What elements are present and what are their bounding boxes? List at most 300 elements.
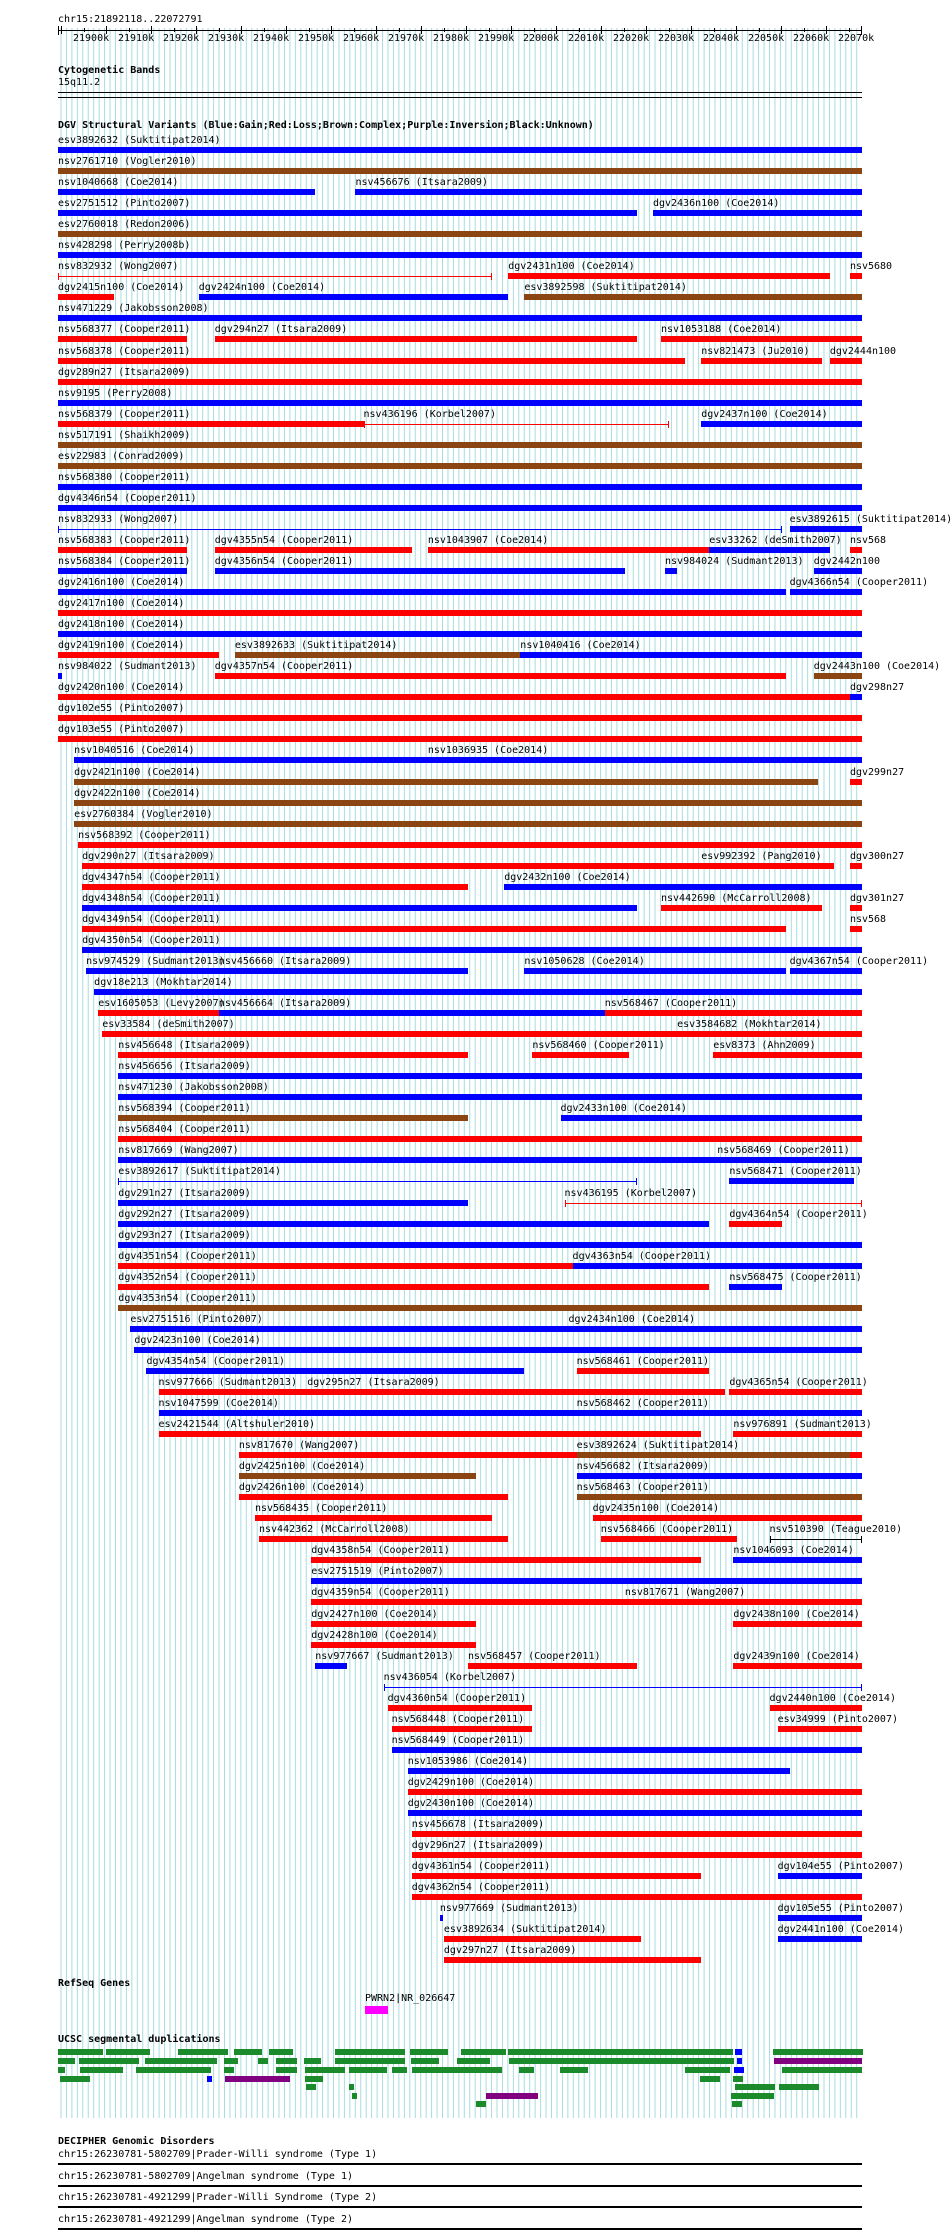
variant-label[interactable]: nsv1036935 (Coe2014) (427, 745, 549, 757)
variant-feature[interactable] (58, 568, 187, 574)
variant-feature[interactable] (412, 1831, 862, 1837)
variant-feature[interactable] (146, 1368, 524, 1374)
segdup-feature[interactable] (733, 2076, 743, 2082)
variant-label[interactable]: dgv2439n100 (Coe2014) (733, 1650, 860, 1662)
segdup-feature[interactable] (461, 2049, 506, 2055)
variant-label[interactable]: nsv517191 (Shaikh2009) (58, 429, 191, 441)
segdup-feature[interactable] (79, 2058, 139, 2064)
segdup-feature[interactable] (560, 2067, 588, 2073)
variant-feature[interactable] (408, 1768, 790, 1774)
variant-feature[interactable] (199, 294, 509, 300)
decipher-feature[interactable] (58, 2228, 862, 2230)
decipher-label[interactable]: chr15:26230781-4921299|Prader-Willi Syndrome (Type 2) (58, 2192, 378, 2203)
variant-label[interactable]: dgv2430n100 (Coe2014) (407, 1797, 535, 1809)
variant-feature[interactable] (388, 1705, 533, 1711)
segdup-feature[interactable] (58, 2067, 65, 2073)
segdup-feature[interactable] (782, 2067, 862, 2073)
variant-label[interactable]: esv3892624 (Suktitipat2014) (576, 1440, 740, 1452)
variant-feature[interactable] (215, 547, 412, 553)
segdup-feature[interactable] (106, 2049, 150, 2055)
segdup-feature[interactable] (305, 2076, 323, 2082)
variant-feature[interactable] (577, 1368, 710, 1374)
refseq-gene-feature[interactable] (365, 2006, 388, 2014)
variant-label[interactable]: nsv436195 (Korbel2007) (564, 1187, 697, 1199)
variant-label[interactable]: dgv4351n54 (Cooper2011) (118, 1250, 257, 1262)
variant-feature[interactable] (577, 1410, 710, 1416)
variant-feature[interactable] (569, 1326, 862, 1332)
variant-feature[interactable] (130, 1326, 568, 1332)
variant-feature[interactable] (717, 1157, 862, 1163)
variant-label[interactable]: nsv568404 (Cooper2011) (118, 1124, 251, 1136)
variant-label[interactable]: dgv103e55 (Pinto2007) (58, 724, 185, 736)
variant-label[interactable]: dgv4365n54 (Cooper2011) (729, 1376, 868, 1388)
variant-feature[interactable] (778, 1873, 862, 1879)
variant-label[interactable]: nsv456676 (Itsara2009) (355, 177, 488, 189)
variant-label[interactable]: nsv977669 (Sudmant2013) (439, 1903, 579, 1915)
variant-feature[interactable] (102, 1031, 677, 1037)
variant-feature[interactable] (364, 424, 670, 425)
variant-feature[interactable] (733, 1431, 862, 1437)
variant-label[interactable]: nsv817671 (Wang2007) (624, 1587, 746, 1599)
variant-label[interactable]: dgv2424n100 (Coe2014) (198, 282, 326, 294)
variant-label[interactable]: nsv1053986 (Coe2014) (407, 1755, 529, 1767)
variant-feature[interactable] (408, 1810, 862, 1816)
variant-label[interactable]: dgv2440n100 (Coe2014) (769, 1692, 896, 1704)
variant-feature[interactable] (733, 1557, 862, 1563)
variant-feature[interactable] (444, 1957, 701, 1963)
variant-feature[interactable] (215, 336, 637, 342)
segdup-feature[interactable] (410, 2049, 448, 2055)
variant-feature[interactable] (814, 568, 862, 574)
variant-label[interactable]: nsv1040668 (Coe2014) (58, 177, 179, 189)
variant-label[interactable]: dgv299n27 (849, 766, 905, 778)
variant-feature[interactable] (524, 294, 572, 300)
variant-label[interactable]: dgv18e213 (Mokhtar2014) (94, 977, 233, 988)
segdup-feature[interactable] (735, 2049, 742, 2055)
segdup-feature[interactable] (779, 2084, 819, 2090)
variant-feature[interactable] (532, 1052, 628, 1058)
variant-feature[interactable] (58, 529, 782, 530)
variant-label[interactable]: dgv104e55 (Pinto2007) (777, 1861, 905, 1873)
variant-feature[interactable] (311, 1578, 862, 1584)
variant-label[interactable]: dgv2438n100 (Coe2014) (733, 1608, 860, 1620)
variant-label[interactable]: esv2421544 (Altshuler2010) (158, 1419, 316, 1431)
variant-feature[interactable] (58, 610, 862, 616)
variant-feature[interactable] (219, 1010, 605, 1016)
variant-label[interactable]: esv1605053 (Levy2007) (98, 998, 225, 1010)
variant-label[interactable]: nsv821473 (Ju2010) (701, 345, 810, 357)
variant-feature[interactable] (259, 1536, 508, 1542)
variant-feature[interactable] (729, 1389, 862, 1395)
variant-label[interactable]: nsv568466 (Cooper2011) (600, 1524, 734, 1536)
variant-label[interactable]: nsv568461 (Cooper2011) (576, 1355, 710, 1367)
variant-feature[interactable] (770, 1705, 862, 1711)
variant-label[interactable]: dgv292n27 (Itsara2009) (118, 1208, 251, 1220)
variant-feature[interactable] (82, 863, 701, 869)
variant-feature[interactable] (315, 1663, 347, 1669)
variant-label[interactable]: nsv568383 (Cooper2011) (58, 534, 191, 546)
variant-label[interactable]: nsv436054 (Korbel2007) (383, 1671, 517, 1683)
variant-feature[interactable] (219, 968, 468, 974)
variant-feature[interactable] (82, 926, 786, 932)
variant-label[interactable]: nsv456664 (Itsara2009) (218, 998, 352, 1010)
variant-label[interactable]: nsv1050628 (Coe2014) (524, 955, 645, 967)
variant-feature[interactable] (58, 276, 492, 277)
variant-label[interactable]: nsv456678 (Itsara2009) (411, 1819, 545, 1830)
variant-label[interactable]: dgv4346n54 (Cooper2011) (58, 492, 197, 504)
variant-feature[interactable] (215, 568, 625, 574)
variant-feature[interactable] (74, 800, 862, 806)
segdup-feature[interactable] (335, 2058, 405, 2064)
variant-feature[interactable] (625, 1599, 862, 1605)
variant-label[interactable]: dgv4360n54 (Cooper2011) (387, 1692, 527, 1704)
segdup-feature[interactable] (269, 2049, 293, 2055)
variant-feature[interactable] (118, 1115, 468, 1121)
variant-feature[interactable] (701, 358, 822, 364)
segdup-feature[interactable] (732, 2101, 742, 2107)
variant-feature[interactable] (790, 526, 862, 532)
variant-feature[interactable] (58, 547, 187, 553)
variant-label[interactable]: nsv442362 (McCarroll2008) (259, 1524, 410, 1536)
variant-feature[interactable] (58, 484, 862, 490)
variant-label[interactable]: nsv568380 (Cooper2011) (58, 471, 191, 483)
variant-label[interactable]: nsv977667 (Sudmant2013) (315, 1650, 454, 1662)
variant-label[interactable]: dgv289n27 (Itsara2009) (58, 366, 191, 378)
variant-feature[interactable] (653, 210, 862, 216)
segdup-feature[interactable] (519, 2067, 534, 2073)
variant-label[interactable]: dgv2436n100 (Coe2014) (652, 198, 780, 210)
variant-feature[interactable] (729, 1221, 781, 1227)
variant-feature[interactable] (850, 1452, 862, 1458)
variant-feature[interactable] (235, 652, 520, 658)
variant-label[interactable]: nsv456656 (Itsara2009) (118, 1061, 251, 1073)
variant-label[interactable]: dgv291n27 (Itsara2009) (118, 1187, 251, 1199)
variant-label[interactable]: dgv2418n100 (Coe2014) (58, 619, 185, 631)
variant-feature[interactable] (665, 568, 677, 574)
variant-label[interactable]: dgv4359n54 (Cooper2011) (311, 1587, 450, 1599)
segdup-feature[interactable] (234, 2049, 262, 2055)
segdup-feature[interactable] (392, 2067, 407, 2073)
variant-label[interactable]: dgv4356n54 (Cooper2011) (214, 556, 354, 567)
segdup-feature[interactable] (411, 2058, 439, 2064)
variant-feature[interactable] (355, 189, 862, 195)
variant-feature[interactable] (74, 821, 862, 827)
variant-feature[interactable] (118, 1073, 862, 1079)
variant-label[interactable]: dgv4349n54 (Cooper2011) (82, 913, 221, 925)
variant-label[interactable]: nsv977666 (Sudmant2013) (158, 1376, 297, 1388)
segdup-feature[interactable] (735, 2084, 775, 2090)
variant-label[interactable]: esv3892615 (Suktitipat2014) (789, 513, 952, 525)
variant-label[interactable]: dgv2433n100 (Coe2014) (560, 1103, 687, 1115)
variant-label[interactable]: nsv1043907 (Coe2014) (427, 534, 549, 546)
variant-feature[interactable] (701, 863, 834, 869)
variant-label[interactable]: esv34999 (Pinto2007) (777, 1713, 898, 1725)
variant-label[interactable]: dgv2428n100 (Coe2014) (311, 1629, 438, 1641)
variant-label[interactable]: nsv568462 (Cooper2011) (576, 1398, 710, 1409)
variant-feature[interactable] (58, 505, 862, 511)
variant-label[interactable]: nsv817670 (Wang2007) (238, 1440, 360, 1452)
segdup-feature[interactable] (508, 2049, 733, 2055)
variant-feature[interactable] (159, 1410, 863, 1416)
variant-feature[interactable] (850, 863, 862, 869)
segdup-feature[interactable] (207, 2076, 212, 2082)
variant-feature[interactable] (78, 842, 862, 848)
variant-feature[interactable] (58, 589, 786, 595)
variant-label[interactable]: dgv2426n100 (Coe2014) (238, 1482, 366, 1494)
variant-label[interactable]: nsv832933 (Wong2007) (58, 513, 179, 525)
variant-label[interactable]: nsv568469 (Cooper2011) (717, 1145, 850, 1157)
variant-feature[interactable] (118, 1181, 637, 1182)
segdup-feature[interactable] (412, 2067, 502, 2073)
segdup-feature[interactable] (457, 2058, 490, 2064)
variant-label[interactable]: dgv293n27 (Itsara2009) (118, 1229, 251, 1241)
variant-label[interactable]: esv3892634 (Suktitipat2014) (443, 1924, 607, 1936)
variant-feature[interactable] (74, 779, 818, 785)
variant-label[interactable]: nsv428298 (Perry2008b) (58, 240, 191, 252)
variant-feature[interactable] (850, 926, 862, 932)
variant-label[interactable]: dgv2415n100 (Coe2014) (58, 282, 185, 294)
variant-feature[interactable] (58, 652, 219, 658)
variant-label[interactable]: dgv4357n54 (Cooper2011) (214, 661, 354, 673)
variant-feature[interactable] (408, 1789, 862, 1795)
segdup-feature[interactable] (774, 2058, 862, 2064)
variant-label[interactable]: nsv1047599 (Coe2014) (158, 1398, 279, 1409)
variant-feature[interactable] (577, 1473, 862, 1479)
variant-feature[interactable] (850, 694, 862, 700)
decipher-label[interactable]: chr15:26230781-5802709|Prader-Willi syndrome (Type 1) (58, 2149, 378, 2160)
variant-label[interactable]: dgv4362n54 (Cooper2011) (411, 1882, 551, 1894)
variant-label[interactable]: dgv2429n100 (Coe2014) (407, 1776, 535, 1788)
variant-feature[interactable] (58, 694, 862, 700)
variant-label[interactable]: esv3584682 (Mokhtar2014) (677, 1019, 822, 1031)
variant-label[interactable]: nsv568471 (Cooper2011) (729, 1166, 862, 1178)
variant-feature[interactable] (661, 905, 822, 911)
variant-feature[interactable] (392, 1747, 862, 1753)
variant-feature[interactable] (830, 358, 862, 364)
variant-label[interactable]: dgv4367n54 (Cooper2011) (789, 955, 929, 967)
variant-feature[interactable] (577, 1494, 862, 1500)
variant-label[interactable]: dgv102e55 (Pinto2007) (58, 703, 185, 715)
variant-label[interactable]: nsv568475 (Cooper2011) (729, 1271, 862, 1283)
variant-feature[interactable] (311, 1599, 629, 1605)
variant-label[interactable]: esv22983 (Conrad2009) (58, 450, 185, 462)
variant-label[interactable]: esv3892633 (Suktitipat2014) (234, 640, 398, 652)
variant-feature[interactable] (118, 1305, 862, 1311)
variant-feature[interactable] (82, 884, 468, 890)
variant-feature[interactable] (311, 1557, 701, 1563)
variant-feature[interactable] (58, 442, 862, 448)
segdup-feature[interactable] (136, 2067, 211, 2073)
variant-label[interactable]: esv3892617 (Suktitipat2014) (118, 1166, 281, 1178)
segdup-feature[interactable] (335, 2049, 405, 2055)
variant-feature[interactable] (468, 1663, 637, 1669)
variant-label[interactable]: dgv2417n100 (Coe2014) (58, 598, 185, 610)
variant-label[interactable]: dgv2427n100 (Coe2014) (311, 1608, 438, 1620)
segdup-feature[interactable] (58, 2049, 103, 2055)
decipher-feature[interactable] (58, 2206, 862, 2208)
variant-label[interactable]: nsv984022 (Sudmant2013) (58, 661, 197, 673)
variant-label[interactable]: nsv9195 (Perry2008) (58, 387, 173, 399)
variant-label[interactable]: nsv2761710 (Vogler2010) (58, 156, 197, 168)
variant-feature[interactable] (790, 968, 862, 974)
variant-label[interactable]: nsv568435 (Cooper2011) (254, 1503, 388, 1515)
variant-label[interactable]: esv2751516 (Pinto2007) (130, 1313, 263, 1325)
variant-feature[interactable] (82, 905, 637, 911)
variant-feature[interactable] (311, 1642, 476, 1648)
segdup-feature[interactable] (80, 2067, 123, 2073)
variant-feature[interactable] (58, 715, 862, 721)
variant-feature[interactable] (58, 631, 862, 637)
variant-feature[interactable] (444, 1936, 641, 1942)
variant-label[interactable]: dgv2423n100 (Coe2014) (134, 1334, 261, 1346)
variant-label[interactable]: dgv295n27 (Itsara2009) (307, 1376, 440, 1388)
variant-feature[interactable] (561, 1115, 863, 1121)
variant-feature[interactable] (118, 1157, 717, 1163)
variant-label[interactable]: dgv4358n54 (Cooper2011) (311, 1545, 450, 1557)
variant-feature[interactable] (412, 1852, 862, 1858)
variant-feature[interactable] (58, 168, 862, 174)
variant-label[interactable]: nsv568379 (Cooper2011) (58, 408, 191, 420)
variant-label[interactable]: nsv976891 (Sudmant2013) (733, 1419, 872, 1431)
variant-feature[interactable] (118, 1221, 709, 1227)
variant-label[interactable]: esv2751512 (Pinto2007) (58, 198, 191, 210)
variant-feature[interactable] (504, 884, 862, 890)
variant-feature[interactable] (134, 1347, 862, 1353)
variant-feature[interactable] (605, 1010, 862, 1016)
variant-label[interactable]: esv33262 (deSmith2007) (709, 534, 842, 546)
variant-label[interactable]: nsv568377 (Cooper2011) (58, 324, 191, 336)
decipher-feature[interactable] (58, 2185, 862, 2187)
variant-label[interactable]: nsv1053188 (Coe2014) (661, 324, 782, 336)
segdup-feature[interactable] (734, 2067, 744, 2073)
variant-label[interactable]: dgv2420n100 (Coe2014) (58, 682, 185, 694)
variant-label[interactable]: nsv568457 (Cooper2011) (468, 1650, 601, 1662)
decipher-label[interactable]: chr15:26230781-4921299|Angelman syndrome (Type 2) (58, 2213, 354, 2225)
variant-label[interactable]: nsv568460 (Cooper2011) (532, 1040, 665, 1052)
variant-feature[interactable] (311, 1621, 476, 1627)
variant-feature[interactable] (98, 1010, 219, 1016)
variant-feature[interactable] (74, 757, 428, 763)
variant-feature[interactable] (778, 1915, 862, 1921)
variant-label[interactable]: nsv471229 (Jakobsson2008) (58, 303, 209, 315)
variant-label[interactable]: nsv436196 (Korbel2007) (363, 408, 496, 420)
segdup-feature[interactable] (305, 2067, 345, 2073)
variant-feature[interactable] (215, 673, 786, 679)
segdup-feature[interactable] (306, 2084, 316, 2090)
variant-feature[interactable] (729, 1284, 781, 1290)
variant-feature[interactable] (86, 968, 219, 974)
segdup-feature[interactable] (509, 2058, 734, 2064)
variant-label[interactable]: nsv817669 (Wang2007) (118, 1145, 239, 1157)
variant-feature[interactable] (850, 779, 862, 785)
variant-feature[interactable] (790, 589, 862, 595)
variant-label[interactable]: dgv4361n54 (Cooper2011) (411, 1861, 551, 1873)
variant-label[interactable]: esv2760384 (Vogler2010) (74, 808, 213, 820)
variant-label[interactable]: dgv2419n100 (Coe2014) (58, 640, 185, 652)
variant-feature[interactable] (778, 1936, 862, 1942)
variant-feature[interactable] (412, 1873, 701, 1879)
variant-label[interactable]: esv2751519 (Pinto2007) (311, 1566, 444, 1578)
segdup-feature[interactable] (145, 2058, 217, 2064)
variant-label[interactable]: nsv442690 (McCarroll2008) (661, 892, 812, 904)
variant-label[interactable]: nsv568392 (Cooper2011) (78, 829, 211, 841)
variant-feature[interactable] (709, 547, 830, 553)
variant-feature[interactable] (58, 336, 187, 342)
segdup-feature[interactable] (773, 2049, 863, 2055)
variant-label[interactable]: dgv2421n100 (Coe2014) (74, 766, 201, 778)
variant-label[interactable]: dgv4366n54 (Cooper2011) (789, 577, 929, 589)
variant-label[interactable]: nsv1046093 (Coe2014) (733, 1545, 854, 1557)
variant-label[interactable]: esv33584 (deSmith2007) (102, 1019, 235, 1031)
variant-feature[interactable] (118, 1263, 572, 1269)
variant-feature[interactable] (661, 336, 862, 342)
segdup-feature[interactable] (486, 2093, 538, 2099)
variant-feature[interactable] (58, 189, 315, 195)
variant-label[interactable]: esv3892598 (Suktitipat2014) (524, 282, 687, 294)
variant-feature[interactable] (58, 231, 862, 237)
variant-label[interactable]: dgv2443n100 (Coe2014) (813, 661, 941, 673)
variant-feature[interactable] (850, 547, 862, 553)
variant-label[interactable]: nsv568467 (Cooper2011) (604, 998, 738, 1010)
variant-label[interactable]: dgv2442n100 (813, 556, 880, 567)
variant-label[interactable]: nsv456682 (Itsara2009) (576, 1461, 710, 1473)
variant-feature[interactable] (58, 463, 862, 469)
variant-feature[interactable] (428, 757, 862, 763)
segdup-feature[interactable] (258, 2058, 268, 2064)
variant-feature[interactable] (58, 421, 364, 427)
variant-feature[interactable] (593, 1515, 862, 1521)
variant-feature[interactable] (58, 400, 862, 406)
variant-label[interactable]: dgv4348n54 (Cooper2011) (82, 892, 221, 904)
variant-label[interactable]: dgv301n27 (849, 892, 905, 904)
variant-label[interactable]: esv3892632 (Suktitipat2014) (58, 135, 221, 146)
variant-feature[interactable] (713, 1052, 862, 1058)
variant-feature[interactable] (524, 968, 785, 974)
variant-feature[interactable] (428, 547, 717, 553)
variant-label[interactable]: dgv105e55 (Pinto2007) (777, 1903, 905, 1915)
segdup-feature[interactable] (476, 2101, 486, 2107)
segdup-feature[interactable] (349, 2067, 387, 2073)
segdup-feature[interactable] (224, 2058, 238, 2064)
variant-label[interactable]: esv8373 (Ahn2009) (713, 1040, 816, 1052)
variant-label[interactable]: dgv2432n100 (Coe2014) (504, 871, 631, 883)
decipher-label[interactable]: chr15:26230781-5802709|Angelman syndrome (Type 1) (58, 2170, 354, 2182)
variant-label[interactable]: dgv294n27 (Itsara2009) (214, 324, 348, 336)
variant-feature[interactable] (58, 294, 114, 300)
variant-feature[interactable] (814, 673, 862, 679)
variant-feature[interactable] (58, 736, 862, 742)
variant-feature[interactable] (255, 1515, 492, 1521)
variant-feature[interactable] (601, 1536, 738, 1542)
variant-feature[interactable] (94, 989, 862, 995)
segdup-feature[interactable] (60, 2076, 90, 2082)
segdup-feature[interactable] (685, 2067, 730, 2073)
variant-feature[interactable] (577, 1452, 850, 1458)
variant-feature[interactable] (159, 1431, 702, 1437)
variant-label[interactable]: nsv974529 (Sudmant2013) (86, 955, 225, 967)
variant-feature[interactable] (118, 1200, 468, 1206)
segdup-feature[interactable] (58, 2058, 75, 2064)
variant-label[interactable]: nsv568384 (Cooper2011) (58, 556, 191, 567)
variant-feature[interactable] (770, 1539, 862, 1540)
variant-feature[interactable] (850, 905, 862, 911)
variant-label[interactable]: dgv4364n54 (Cooper2011) (729, 1208, 868, 1220)
variant-label[interactable]: dgv298n27 (849, 682, 905, 694)
variant-feature[interactable] (118, 1284, 709, 1290)
variant-feature[interactable] (384, 1687, 862, 1688)
variant-feature[interactable] (58, 379, 862, 385)
variant-label[interactable]: dgv2444n100 (829, 345, 897, 357)
